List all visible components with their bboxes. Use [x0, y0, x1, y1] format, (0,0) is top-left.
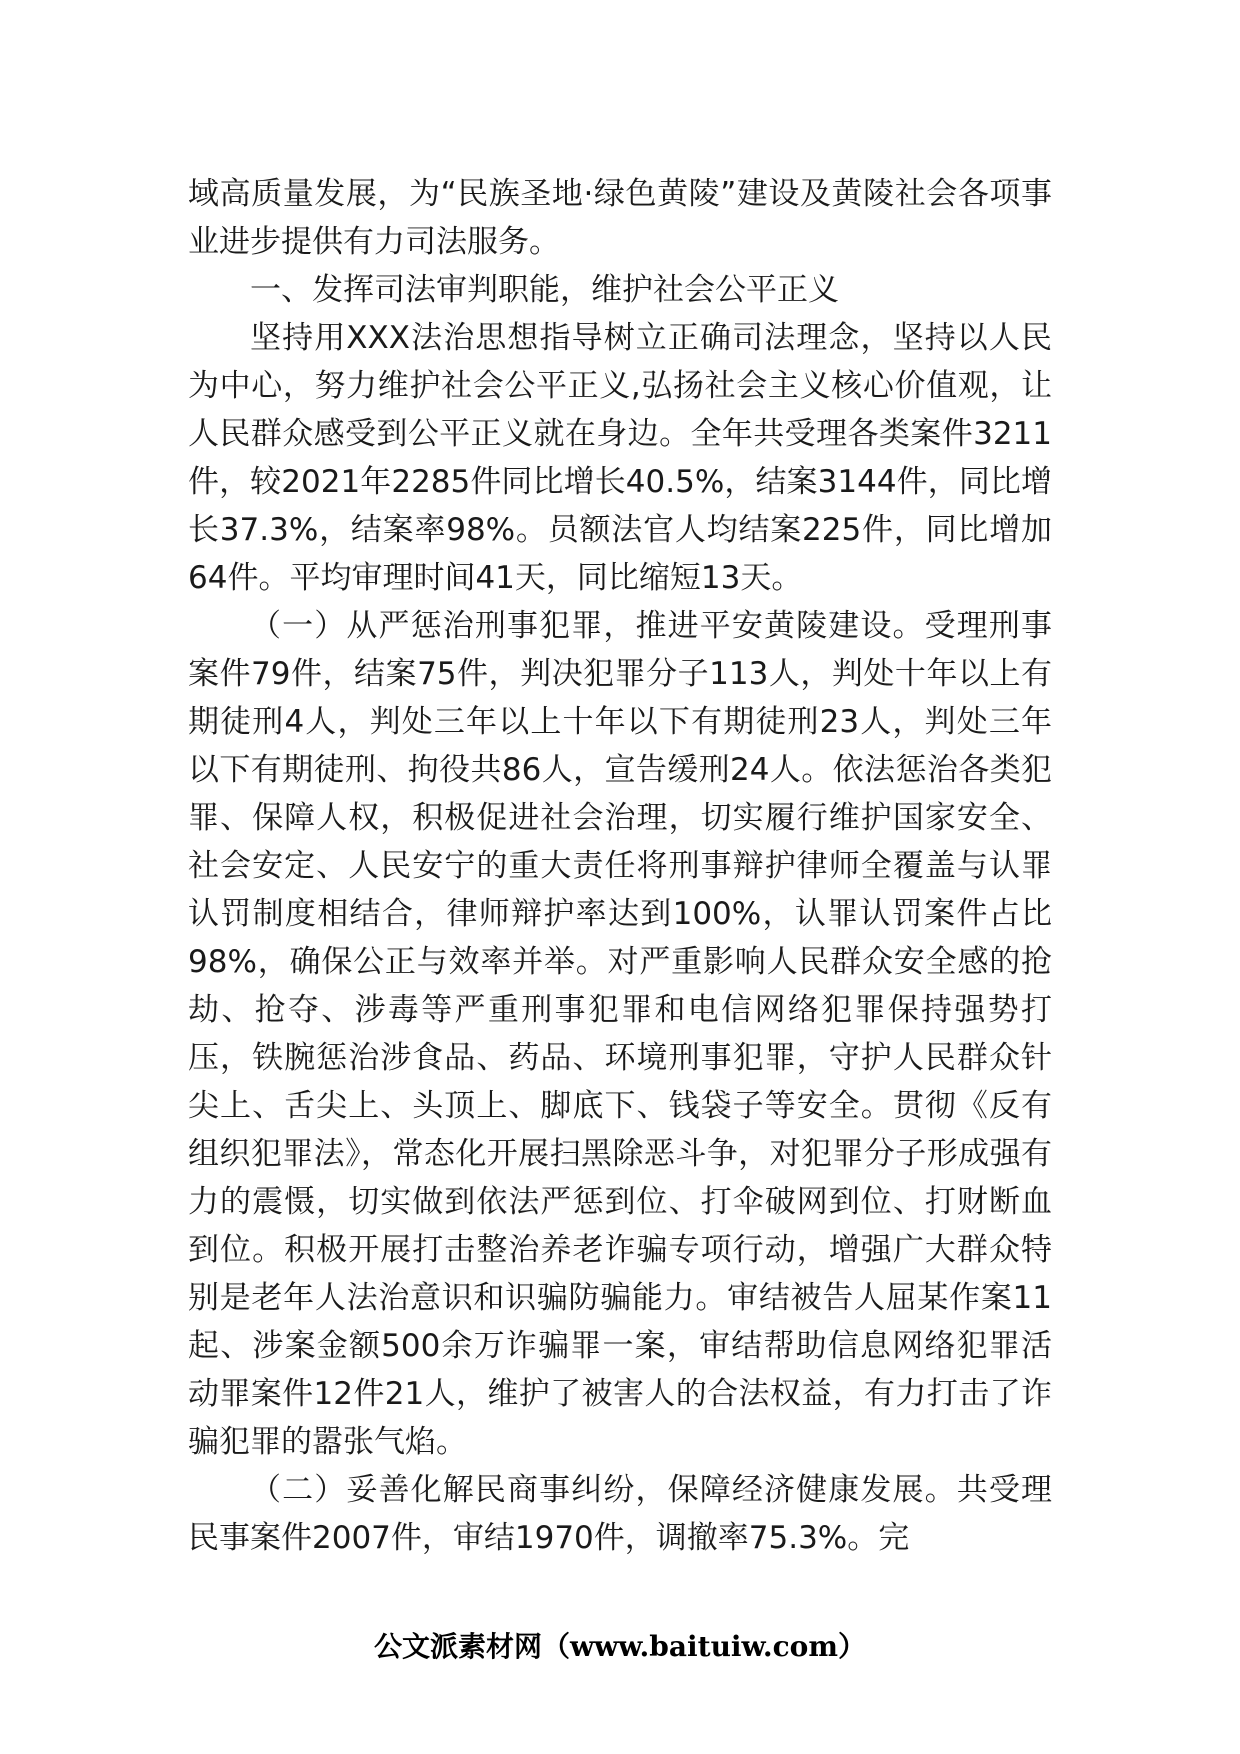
paragraph-overview: 坚持用XXX法治思想指导树立正确司法理念，坚持以人民为中心，努力维护社会公平正义,弘扬社会主义核心价值观，让人民群众感受到公平正义就在身边。全年共受理各类案件3211件，较2021年2285件同比增长40.5%，结案3144件，同比增长37.3%，结案率98%。员额法官人均结案225件，同比增加64件。平均审理时间41天，同比缩短13天。	[188, 320, 1052, 596]
paragraph-civil: （二）妥善化解民商事纠纷，保障经济健康发展。共受理民事案件2007件，审结1970件，调撤率75.3%。完	[188, 1472, 1052, 1556]
paragraph-continuation: 域高质量发展，为“民族圣地·绿色黄陵”建设及黄陵社会各项事业进步提供有力司法服务。	[188, 176, 1052, 260]
document-body	[188, 170, 1052, 1562]
paragraph-criminal: （一）从严惩治刑事犯罪，推进平安黄陵建设。受理刑事案件79件，结案75件，判决犯罪分子113人，判处十年以上有期徒刑4人，判处三年以上十年以下有期徒刑23人，判处三年以下有期徒刑、拘役共86人，宣告缓刑24人。依法惩治各类犯罪、保障人权，积极促进社会治理，切实履行维护国家安全、社会安定、人民安宁的重大责任将刑事辩护律师全覆盖与认罪认罚制度相结合，律师辩护率达到100%，认罪认罚案件占比98%，确保公正与效率并举。对严重影响人民群众安全感的抢劫、抢夺、涉毒等严重刑事犯罪和电信网络犯罪保持强势打压，铁腕惩治涉食品、药品、环境刑事犯罪，守护人民群众针尖上、舌尖上、头顶上、脚底下、钱袋子等安全。贯彻《反有组织犯罪法》，常态化开展扫黑除恶斗争，对犯罪分子形成强有力的震慑，切实做到依法严惩到位、打伞破网到位、打财断血到位。积极开展打击整治养老诈骗专项行动，增强广大群众特别是老年人法治意识和识骗防骗能力。审结被告人屈某作案11起、涉案金额500余万诈骗罪一案，审结帮助信息网络犯罪活动罪案件12件21人，维护了被害人的合法权益，有力打击了诈骗犯罪的嚣张气焰。	[188, 608, 1052, 1460]
section-heading: 一、发挥司法审判职能，维护社会公平正义	[250, 272, 839, 308]
footer-watermark: 公文派素材网（www.baituiw.com）	[374, 1630, 866, 1663]
